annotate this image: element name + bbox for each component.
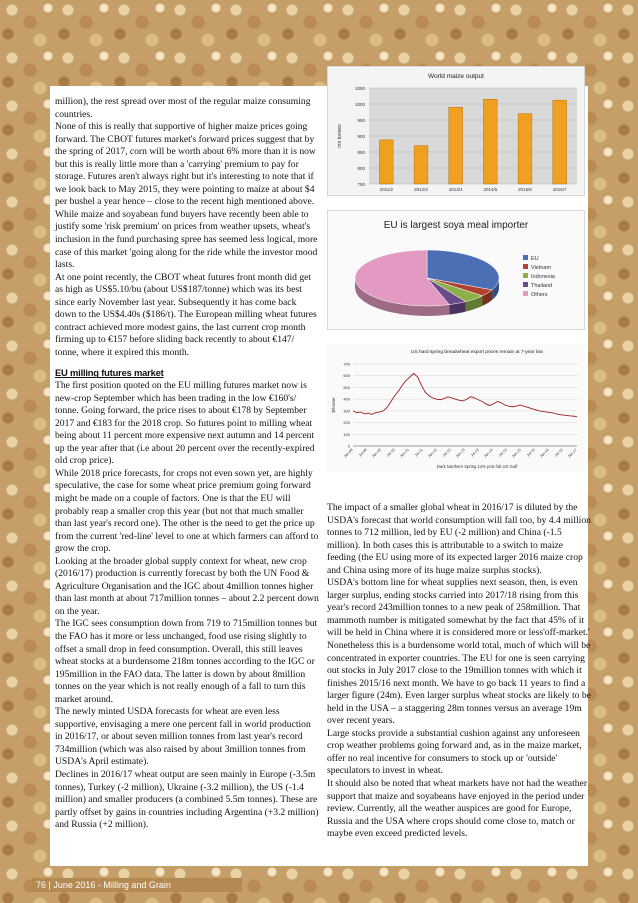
y-tick-label: 950	[357, 118, 365, 123]
x-tick-label: Jan-13	[455, 447, 466, 459]
bar	[518, 114, 532, 184]
chart-title: US hard spring breadwheat export prices remain at 7-year low	[411, 350, 543, 355]
legend-label: Vietnam	[531, 265, 552, 271]
x-tick-label: Jan-16	[539, 447, 550, 459]
y-tick-label: 750	[357, 182, 365, 187]
legend-label: Indonesia	[531, 274, 555, 280]
bar	[449, 107, 463, 184]
paragraph: While maize and soyabean fund buyers have recently been able to justify some 'risk premium' on prices from weather upsets, wheat's inclusion in the fund purchasing spree has seemed less logical, more case of this market 'going along for the ride while the investor mood lasts.	[55, 208, 318, 271]
y-tick-label: 200	[343, 420, 350, 426]
paragraph: The first position quoted on the EU milling futures market now is new-crop September which has been trading in the low €160's/ tonne. Going forward, the price rises to about €178 by September 2017 and €183 for the 2018 crop. So futures point to milling wheat being about 11 percent more expensive next autumn and 14 percent up the year after that (i.e about 20 percent over the recently-expired old crop price).	[55, 380, 315, 467]
wheat-price-line-chart	[327, 344, 585, 472]
bar	[379, 140, 393, 184]
page-footer: 76 | June 2016 - Milling and Grain	[32, 878, 242, 892]
legend-swatch	[523, 291, 528, 296]
legend-label: Others	[531, 292, 548, 298]
x-tick-label: Jan-09	[343, 447, 354, 459]
bar	[414, 146, 428, 184]
x-tick-label: Jul-11	[414, 447, 424, 458]
x-tick-label: Jan-11	[399, 447, 410, 459]
legend-label: EU	[531, 256, 539, 262]
section-subheading: EU milling futures market	[55, 367, 164, 379]
x-tick-label: 2015/6	[518, 187, 532, 192]
y-tick-label: 500	[343, 384, 350, 390]
y-tick-label: 1000	[354, 102, 365, 107]
paragraph: Declines in 2016/17 wheat output are seen mainly in Europe (-3.5m tonnes), Turkey (-2 million), Ukraine (-3.2 million), the US (-1.4 million) and smaller producers (a combined 5.5m tonnes). These are partly offset by gains in countries including Argentina (+3.2 million) and Russia (+2 million).	[55, 768, 319, 831]
right-column	[327, 502, 592, 841]
legend-swatch	[523, 264, 528, 269]
y-tick-label: 600	[343, 373, 350, 379]
paragraph: It should also be noted that wheat markets have not had the weather support that maize and soyabeans have enjoyed in the period under review. Currently, all the weather auspices are good for Europe, Russia and the USA where crops should come close to, match or maybe even exceed predicted levels.	[327, 778, 588, 840]
y-tick-label: 0	[347, 443, 350, 449]
legend-swatch	[523, 273, 528, 278]
y-axis-label: mn tonnes	[337, 124, 343, 148]
x-tick-label: Jan-14	[483, 447, 494, 459]
y-tick-label: 850	[357, 150, 365, 155]
x-tick-label: Jul-13	[469, 447, 480, 458]
y-tick-label: 900	[357, 134, 365, 139]
legend-swatch	[523, 255, 528, 260]
paragraph: The impact of a smaller global wheat in 2016/17 is diluted by the USDA's forecast that world consumption will fall too, by 4.4 million tonnes to 712 million, led by EU (-2 million) and China (-1.5 million). In both cases this is attributable to a switch to maize feeding (the EU using more of its expected larger 2016 maize crop and China using more of its huge maize surplus stocks).	[327, 502, 591, 576]
x-tick-label: Jul-12	[441, 447, 452, 458]
paragraph: Large stocks provide a substantial cushion against any unforeseen crop weather problems going forward and, as in the maize market, offer no real incentive for consumers to stock up or 'outside' speculators to invest in wheat.	[327, 727, 582, 777]
chart-title: EU is largest soya meal importer	[383, 220, 529, 231]
x-tick-label: Jan-17	[567, 447, 578, 459]
y-tick-label: 100	[343, 431, 350, 437]
legend-label: Thailand	[531, 283, 553, 289]
left-column	[55, 96, 320, 832]
paragraph: None of this is really that supportive of higher maize prices going forward. The CBOT futures market's forward prices suggest that by the spring of 2017, corn will be worth about 6% more than it is now but this is really little more than a 'carrying' premium to pay for storage. Futures aren't always right but it's interesting to note that if we look back to May 2015, they were pointing to maize at about $4 per bushel a year hence – close to the recent high mentioned above.	[55, 121, 316, 208]
x-tick-label: 2014/5	[483, 187, 498, 192]
chart-title: World maize output	[428, 73, 484, 80]
maize-output-chart-svg	[327, 66, 585, 196]
paragraph: USDA's bottom line for wheat supplies next season, then, is even larger surplus, ending stocks carried into 2017/18 rising from this year's record 243million tonnes to a new peak of 258million. That mammoth number is mitigated somewhat by the fact that 45% of it will be held in China where it is considered more or less'off-market.' Nonetheless this is a burdensome world total, much of which will be concentrated in exporter countries. The EU for one is seen carrying out stocks in July 2017 close to the 19million tonnes with which it finishes 2015/16 next month. We have to go back 11 years to find a larger figure (24m). Even larger surplus wheat stocks are likely to be held in the USA – a staggering 28m tonnes versus an average 19m over recent years.	[327, 577, 591, 727]
paragraph: At one point recently, the CBOT wheat futures front month did get as high as US$5.10/bu (about US$187/tonne) which was its best since early November last year. Subsequently it has come back down to the US$4.40s ($186/t). The European milling wheat futures contract achieved more modest gains, the last current crop month firming up to €157 before sliding back recently to about €147/ tonne, where it expired this month.	[55, 271, 317, 358]
legend-swatch	[523, 282, 528, 287]
x-tick-label: Jan-10	[371, 447, 382, 459]
paragraph: The newly minted USDA forecasts for wheat are even less supportive, envisaging a mere one percent fall in world production in 2016/17, or about seven million tonnes from last year's record 734million (which was also raised by about 3million tonnes from USDA's April estimate).	[55, 706, 311, 768]
maize-output-chart	[327, 66, 585, 196]
paragraph: million), the rest spread over most of the regular maize consuming countries.	[55, 96, 311, 120]
soya-meal-pie-chart	[327, 210, 585, 330]
soya-meal-pie-chart-svg	[327, 210, 585, 330]
x-tick-label: Jul-15	[525, 447, 536, 458]
paragraph: The IGC sees consumption down from 719 to 715million tonnes but the FAO has it more or less unchanged, food use rising slightly to offset a small drop in feed consumption. Overall, this still leaves wheat stocks at a burdensome 218m tonnes according to the IGC or 195million in the FAO data. The latter is down by about 8million tonnes on the year which is not really enough of a fall to turn this market around.	[55, 618, 318, 705]
y-tick-label: 800	[357, 166, 365, 171]
x-tick-label: Jan-12	[427, 447, 438, 459]
bar	[483, 99, 497, 184]
y-tick-label: 700	[343, 361, 350, 367]
x-tick-label: Jul-10	[385, 447, 396, 458]
y-axis-label: $/tonne	[331, 397, 336, 413]
x-tick-label: Jul-14	[497, 447, 508, 458]
y-tick-label: 400	[343, 396, 350, 402]
paragraph: Looking at the broader global supply context for wheat, new crop (2016/17) production is currently forecast by both the UN Food & Agriculture Organisation and the IGC about 4million tonnes higher than last month at about 717million tonnes – about 2.2 percent down on the year.	[55, 555, 319, 617]
x-tick-label: 2011/2	[379, 187, 394, 192]
x-tick-label: Jul-16	[553, 447, 564, 458]
wheat-price-line-chart-svg	[327, 344, 585, 472]
x-tick-label: 2013/4	[448, 187, 463, 192]
x-axis-label: Dark Northern Spring 14% prot fob US Gulf	[436, 464, 518, 469]
x-tick-label: 2016/7	[552, 187, 567, 192]
bar	[553, 100, 567, 184]
y-tick-label: 1050	[354, 86, 365, 91]
paragraph: While 2018 price forecasts, for crops not even sown yet, are highly speculative, the case for some wheat price premium going forward might be made on a couple of factors. One is that the EU will probably reap a smaller crop this year (but not that much smaller than last year's record one). The other is the need to get the price up from the current 'red-line' level to one at which farmers can afford to grow the crop.	[55, 467, 319, 555]
x-tick-label: Jul-09	[357, 447, 368, 458]
y-tick-label: 300	[343, 408, 350, 414]
x-tick-label: Jan-15	[511, 447, 522, 459]
x-tick-label: 2012/3	[414, 187, 428, 192]
